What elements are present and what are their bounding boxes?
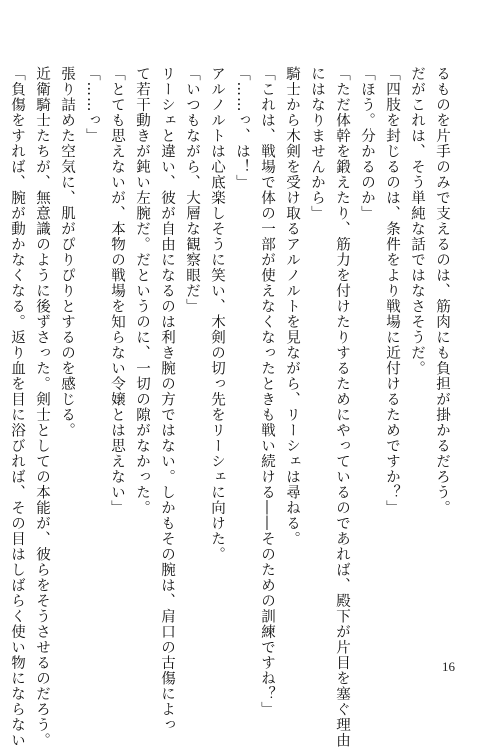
text-line: にはなりませんから」 xyxy=(309,66,325,221)
text-line: リーシェと違い、彼が自由になるのは利き腕の方ではない。しかもその腕は、肩口の古傷によっ xyxy=(159,66,175,733)
text-line: 「……っ」 xyxy=(84,66,100,144)
text-line: 「いつもながら、大層な観察眼だ」 xyxy=(184,66,200,314)
text-line: て若干動きが鈍い左腕だ。だというのに、一切の隙がなかった。 xyxy=(134,66,150,516)
text-line: 近衛騎士たちが、無意識のように後ずさった。剣士としての本能が、彼らをそうさせるのだろう。 xyxy=(34,66,50,748)
text-line: 張り詰めた空気に、肌がぴりぴりとするのを感じる。 xyxy=(59,66,75,438)
text-line: 「ただ体幹を鍛えたり、筋力を付けたりするためにやっているのであれば、殿下が片目を塞ぐ理由 xyxy=(334,66,350,748)
text-line: るものを片手のみで支えるのは、筋肉にも負担が掛かるだろう。 xyxy=(434,66,450,516)
text-line: 騎士から木剣を受け取るアルノルトを見ながら、リーシェは尋ねる。 xyxy=(284,66,300,547)
text-line: 「……っ、は！」 xyxy=(234,66,250,190)
text-line: だがこれは、そう単純な話ではなさそうだ。 xyxy=(409,66,425,376)
text-line: 「とても思えないが、本物の戦場を知らない令嬢とは思えない」 xyxy=(109,66,125,516)
text-line: 「四肢を封じるのは、条件をより戦場に近付けるためですか？」 xyxy=(384,66,400,516)
page-number: 16 xyxy=(442,659,455,674)
text-line: 「負傷をすれば、腕が動かなくなる。返り血を目に浴びれば、その目はしばらく使い物にならない xyxy=(9,66,25,748)
text-line: 「これは、戦場で体の一部が使えなくなったときも戦い続ける――そのための訓練ですね？」 xyxy=(259,66,275,717)
text-line: アルノルトは心底楽しそうに笑い、木剣の切っ先をリーシェに向けた。 xyxy=(209,66,225,562)
text-line: 「ほう。分かるのか」 xyxy=(359,66,375,221)
